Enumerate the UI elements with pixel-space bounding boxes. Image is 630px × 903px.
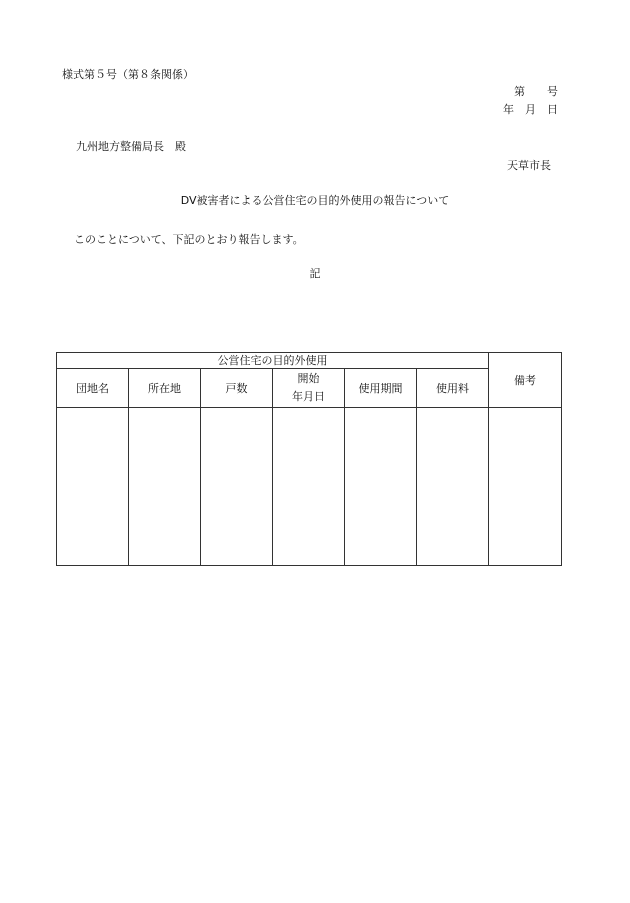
- column-header-period: 使用期間: [345, 369, 417, 407]
- cell-fee: [417, 407, 489, 566]
- group-header: 公営住宅の目的外使用: [57, 353, 489, 369]
- body-text: このことについて、下記のとおり報告します。: [74, 233, 304, 246]
- cell-start-date: [273, 407, 345, 566]
- column-header-start-date: [273, 369, 345, 407]
- sender: 天草市長: [507, 159, 551, 172]
- document-number: 第 号: [514, 85, 558, 98]
- ki-mark: 記: [309, 267, 321, 280]
- addressee: 九州地方整備局長 殿: [76, 140, 186, 153]
- cell-danchi: [57, 407, 129, 566]
- remarks-header: 備考: [489, 353, 562, 408]
- cell-remarks: [489, 407, 562, 566]
- document-date: 年 月 日: [503, 103, 558, 116]
- report-table: [56, 352, 562, 566]
- column-header-fee: 使用料: [417, 369, 489, 407]
- column-header-units: 戸数: [201, 369, 273, 407]
- column-header-location: 所在地: [129, 369, 201, 407]
- cell-units: [201, 407, 273, 566]
- document-title: DV被害者による公営住宅の目的外使用の報告について: [180, 194, 450, 207]
- form-number: 様式第５号（第８条関係）: [62, 68, 194, 81]
- start-label: 開始: [297, 371, 320, 385]
- cell-period: [345, 407, 417, 566]
- column-header-danchi: 団地名: [57, 369, 129, 407]
- cell-location: [129, 407, 201, 566]
- start-date-sub-label: 年月日: [292, 389, 325, 403]
